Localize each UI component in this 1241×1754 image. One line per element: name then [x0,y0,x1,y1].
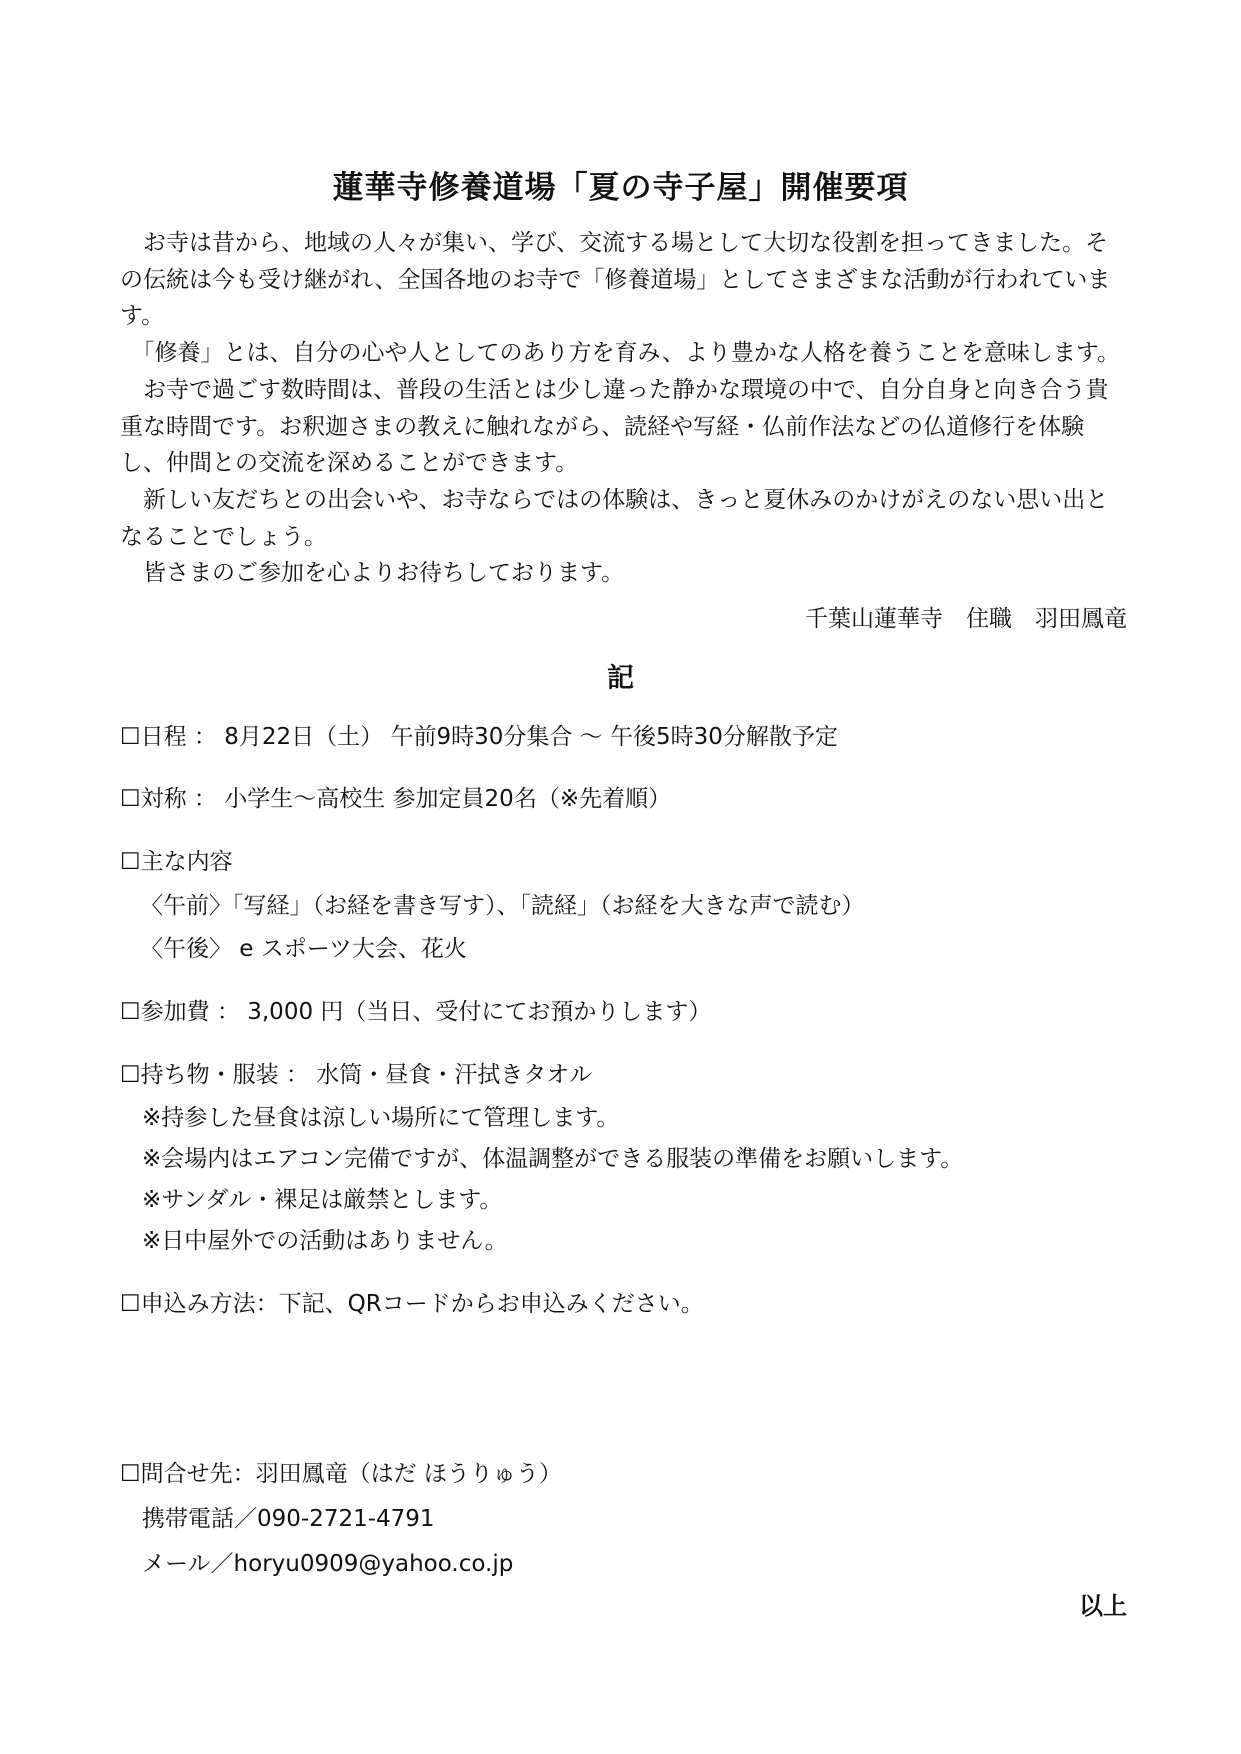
intro-paragraph: お寺は昔から、地域の人々が集い、学び、交流する場として大切な役割を担ってきました。その伝統は今も受け継がれ、全国各地のお寺で「修養道場」としてさまざまな活動が行われています。 [120,230,1111,330]
schedule-line: ☐日程 ： 8月22日（土） 午前9時30分集合 ～ 午後5時30分解散予定 [120,724,838,750]
note-line: ※会場内はエアコン完備ですが、体温調整ができる服装の準備をお願いします。 [142,1146,964,1172]
content-heading: ☐主な内容 [120,849,233,875]
items-line: ☐持ち物・服装 ： 水筒・昼食・汗拭きタオル [120,1062,593,1088]
signature: 千葉山蓮華寺 住職 羽田鳳竜 [805,606,1127,632]
note-line: ※持参した昼食は涼しい場所にて管理します。 [142,1105,620,1131]
intro-paragraph: お寺で過ごす数時間は、普段の生活とは少し違った静かな環境の中で、自分自身と向き合う貴重な時間です。お釈迦さまの教えに触れながら、読経や写経・仏前作法などの仏道修行を体験し、仲間との交流を深めることができます。 [120,376,1109,477]
contact-line: ☐問合せ先：羽田鳳竜（はだ ほうりゅう） [120,1461,562,1487]
intro-paragraph: 皆さまのご参加を心よりお待ちしております。 [120,560,625,587]
apply-line: ☐申込み方法：下記、QRコードからお申込みください。 [120,1291,704,1317]
intro-section [120,225,1130,592]
fee-line: ☐参加費 ： 3,000 円（当日、受付にてお預かりします） [120,999,712,1025]
email-line: メール／horyu0909@yahoo.co.jp [142,1551,514,1577]
note-line: ※サンダル・裸足は厳禁とします。 [142,1187,503,1213]
ki-heading: 記 [607,663,634,694]
closing-mark: 以上 [1079,1592,1127,1620]
phone-line: 携帯電話／090-2721-4791 [142,1506,435,1532]
content-am-line: 〈午前〉「写経」（お経を書き写す）、「読経」（お経を大きな声で読む） [140,893,865,919]
intro-paragraph: 新しい友だちとの出会いや、お寺ならではの体験は、きっと夏休みのかけがえのない思い出となることでしょう。 [120,486,1109,550]
document-title: 蓮華寺修養道場「夏の寺子屋」開催要項 [332,170,909,206]
note-line: ※日中屋外での活動はありません。 [142,1228,508,1254]
intro-paragraph: 「修養」とは、自分の心や人としてのあり方を育み、より豊かな人格を養うことを意味します。 [120,340,1121,367]
content-pm-line: 〈午後〉 e スポーツ大会、花火 [140,936,467,962]
target-line: ☐対称 ： 小学生～高校生 参加定員20名（※先着順） [120,786,672,812]
